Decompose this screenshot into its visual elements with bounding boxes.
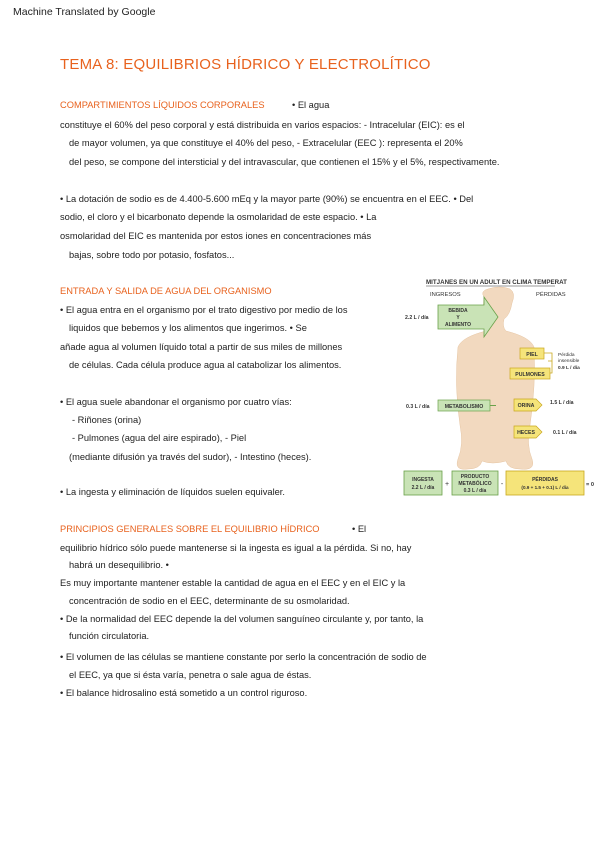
ingesta-box (404, 471, 442, 495)
figure-title: MITJANES EN UN ADULT EN CLIMA TEMPERAT (426, 279, 567, 286)
metab-value: 0.3 L / día (406, 404, 430, 410)
ingresos-label: INGRESOS (430, 292, 461, 298)
piel-connector (544, 353, 552, 361)
text-line: (mediante difusión ya través del sudor), - Intestino (heces). (69, 452, 312, 462)
intake-value: 2.2 L / día (405, 315, 429, 321)
metabolismo-label: METABOLISMO (444, 404, 484, 410)
text-line: - Pulmones (agua del aire espirado), - Piel (72, 433, 247, 443)
text-line: equilibrio hídrico sólo puede mantenerse si la ingesta es igual a la pérdida. Si no, hay (60, 543, 412, 553)
text-line: osmolaridad del EIC es mantenida por estos iones en concentraciones más (60, 231, 372, 241)
text-line: • El (352, 524, 367, 534)
piel-label: PIEL (526, 352, 538, 358)
text-line: el EEC, ya que si ésta varía, penetra o sale agua de éstas. (69, 670, 312, 680)
text-line: • El balance hidrosalino está sometido a un control riguroso. (60, 688, 308, 698)
equals-zero: = 0 (586, 482, 594, 488)
perdida-insensible-2: insensible (558, 359, 580, 364)
section-heading-entrada-salida: ENTRADA Y SALIDA DE AGUA DEL ORGANISMO (60, 286, 272, 296)
text-line: concentración de sodio en el EEC, determinante de su osmolaridad. (69, 596, 350, 606)
section-heading-compartimientos: COMPARTIMIENTOS LÍQUIDOS CORPORALES (60, 100, 265, 110)
perdidas-box (506, 471, 584, 495)
text-line: • El agua (292, 100, 330, 110)
text-line: habrá un desequilibrio. • (69, 560, 169, 570)
orina-value: 1.5 L / día (550, 400, 574, 406)
text-line: • El agua suele abandonar el organismo por cuatro vías: (60, 397, 292, 407)
producto-line-3: 0.3 L / día (463, 488, 487, 494)
perdida-insensible-1: Pérdida (558, 353, 575, 358)
text-line: Es muy importante mantener estable la cantidad de agua en el EEC y en el EIC y la (60, 578, 406, 588)
minus-sign: - (500, 481, 504, 488)
water-balance-diagram (396, 275, 600, 501)
text-line: • El volumen de las células se mantiene constante por serlo la concentración de sodio de (60, 652, 427, 662)
ingesta-line-1: INGESTA (412, 477, 434, 483)
machine-translated-label: Machine Translated by Google (13, 6, 156, 18)
perdidas-line-1: PÉRDIDAS (532, 477, 558, 483)
text-line: sodio, el cloro y el bicarbonato depende la osmolaridad de este espacio. • La (60, 212, 377, 222)
text-line: añade agua al volumen líquido total a partir de sus miles de millones (60, 342, 343, 352)
ingesta-line-2: 2.2 L / día (411, 485, 435, 491)
producto-line-2: METABÓLICO (458, 481, 492, 487)
text-line: • De la normalidad del EEC depende la del volumen sanguíneo circulante y, por tanto, la (60, 614, 424, 624)
text-line: de mayor volumen, ya que constituye el 40% del peso, - Extracelular (EEC ): representa el 20% (69, 138, 463, 148)
text-line: • El agua entra en el organismo por el trato digestivo por medio de los (60, 305, 348, 315)
bebida-line-2: Y (456, 315, 460, 321)
perdida-insensible-3: 0.9 L / día (558, 366, 580, 371)
heces-value: 0.1 L / día (553, 430, 577, 436)
text-line: constituye el 60% del peso corporal y está distribuida en varios espacios: - Intracelular (EIC): es el (60, 120, 465, 130)
water-balance-figure (396, 275, 600, 501)
text-line: de células. Cada célula produce agua al catabolizar los alimentos. (69, 360, 342, 370)
perdidas-label: PÉRDIDAS (536, 292, 566, 298)
bebida-line-3: ALIMENTO (444, 322, 472, 328)
text-line: función circulatoria. (69, 631, 150, 641)
heces-label: HECES (517, 430, 535, 436)
plus-sign: + (444, 481, 450, 488)
orina-label: ORINA (517, 403, 535, 409)
bebida-line-1: BEBIDA (448, 308, 468, 314)
text-line: • La ingesta y eliminación de líquidos suelen equivaler. (60, 487, 285, 497)
text-line: • La dotación de sodio es de 4.400-5.600 mEq y la mayor parte (90%) se encuentra en el EEC. • Del (60, 194, 474, 204)
text-line: del peso, se compone del intersticial y del intravascular, que contienen el 15% y el 5%, respectivamente. (69, 157, 500, 167)
perdidas-line-2: (0.9 + 1.5 + 0.1) L / día (521, 485, 569, 490)
text-line: liquidos que bebemos y los alimentos que ingerimos. • Se (69, 323, 307, 333)
text-line: bajas, sobre todo por potasio, fosfatos... (69, 250, 235, 260)
page-title: TEMA 8: EQUILIBRIOS HÍDRICO Y ELECTROLÍTICO (60, 56, 431, 73)
section-heading-principios: PRINCIPIOS GENERALES SOBRE EL EQUILIBRIO HÍDRICO (60, 524, 320, 534)
producto-line-1: PRODUCTO (460, 474, 490, 480)
text-line: - Riñones (orina) (72, 415, 142, 425)
pulmones-label: PULMONES (515, 372, 545, 378)
